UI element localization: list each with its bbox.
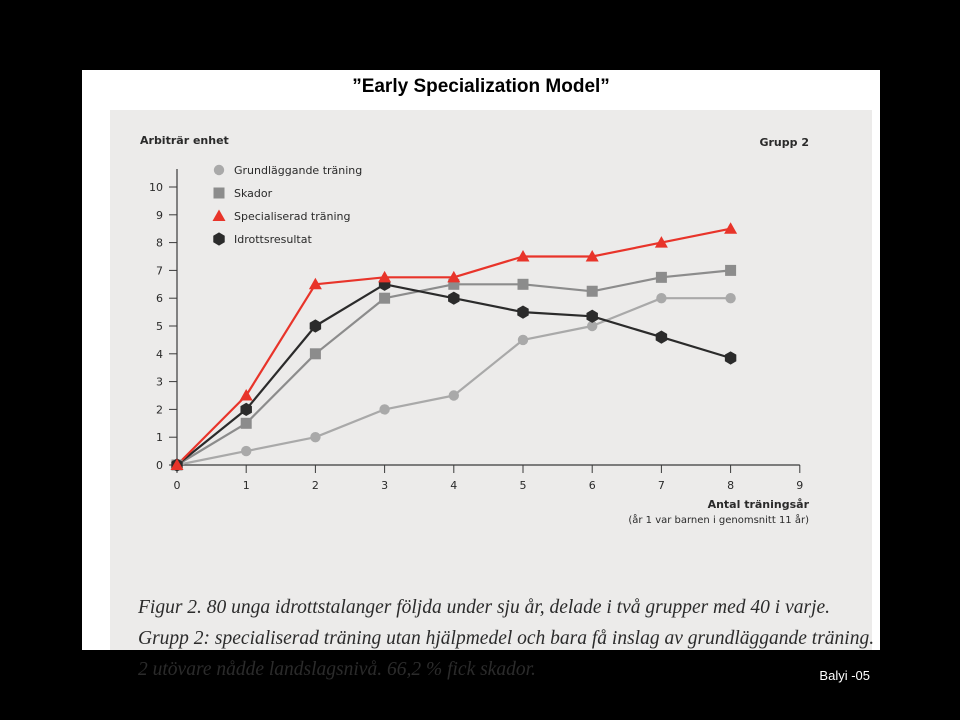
- data-point-s3: [240, 389, 253, 401]
- y-tick-label: 6: [156, 292, 163, 306]
- figure-caption: [138, 592, 878, 685]
- legend-label: Idrottsresultat: [234, 233, 312, 246]
- y-tick-label: 9: [156, 208, 163, 222]
- data-point-s2: [656, 272, 667, 283]
- y-tick-label: 4: [156, 347, 163, 361]
- legend-label: Grundläggande träning: [234, 164, 363, 177]
- y-tick-label: 0: [156, 459, 163, 472]
- legend-label: Skador: [234, 187, 273, 200]
- x-tick-label: 0: [173, 479, 181, 492]
- x-axis-title: Antal träningsår: [707, 498, 809, 511]
- data-point-s3: [724, 222, 737, 234]
- data-point-s4: [725, 351, 736, 364]
- y-axis-title: Arbiträr enhet: [140, 134, 229, 147]
- legend-label: Specialiserad träning: [234, 210, 351, 223]
- data-point-s4: [586, 310, 597, 323]
- data-point-s4: [656, 331, 667, 344]
- data-point-s1: [518, 335, 528, 345]
- data-point-s1: [725, 293, 735, 303]
- y-tick-label: 8: [156, 236, 163, 250]
- legend-marker: [214, 165, 224, 175]
- legend-marker: [213, 210, 226, 222]
- data-point-s2: [518, 279, 529, 290]
- data-point-s1: [310, 432, 320, 442]
- footer-credit: Balyi -05: [819, 668, 870, 683]
- x-tick-label: 3: [381, 479, 389, 492]
- data-point-s2: [587, 286, 598, 297]
- x-tick-label: 4: [450, 479, 458, 492]
- chart: [110, 110, 872, 580]
- caption-line-2: Grupp 2: specialiserad träning utan hjälpmedel och bara få inslag av grundläggande träning.: [138, 628, 875, 649]
- y-tick-label: 7: [156, 264, 163, 278]
- data-point-s2: [725, 265, 736, 276]
- y-tick-label: 1: [156, 431, 163, 445]
- data-point-s4: [517, 306, 528, 319]
- y-tick-label: 2: [156, 403, 163, 417]
- legend-marker: [213, 232, 224, 245]
- slide-title: ”Early Specialization Model”: [352, 76, 610, 97]
- x-tick-label: 5: [519, 479, 527, 492]
- x-tick-label: 1: [242, 479, 250, 492]
- x-tick-label: 2: [311, 479, 319, 492]
- data-point-s2: [310, 348, 321, 359]
- x-axis-note: (år 1 var barnen i genomsnitt 11 år): [628, 515, 809, 526]
- data-point-s4: [448, 292, 459, 305]
- series-line-1: [177, 298, 731, 465]
- data-point-s2: [379, 293, 390, 304]
- data-point-s1: [241, 446, 251, 456]
- x-tick-label: 6: [588, 479, 596, 492]
- x-tick-label: 7: [657, 479, 665, 492]
- data-point-s1: [656, 293, 666, 303]
- data-point-s1: [449, 390, 459, 400]
- x-tick-label: 8: [727, 479, 735, 492]
- y-tick-label: 3: [156, 375, 163, 389]
- legend-marker: [214, 188, 225, 199]
- caption-line-1: Figur 2. 80 unga idrottstalanger följda under sju år, delade i två grupper med 40 i varje.: [138, 597, 831, 618]
- data-point-s1: [379, 404, 389, 414]
- x-tick-label: 9: [796, 479, 804, 492]
- y-tick-label: 10: [149, 181, 163, 194]
- series-line-3: [177, 229, 731, 465]
- y-tick-label: 5: [156, 320, 163, 333]
- data-point-s2: [241, 418, 252, 429]
- group-label: Grupp 2: [759, 136, 809, 149]
- caption-line-3: 2 utövare nådde landslagsnivå. 66,2 % fick skador.: [138, 659, 536, 680]
